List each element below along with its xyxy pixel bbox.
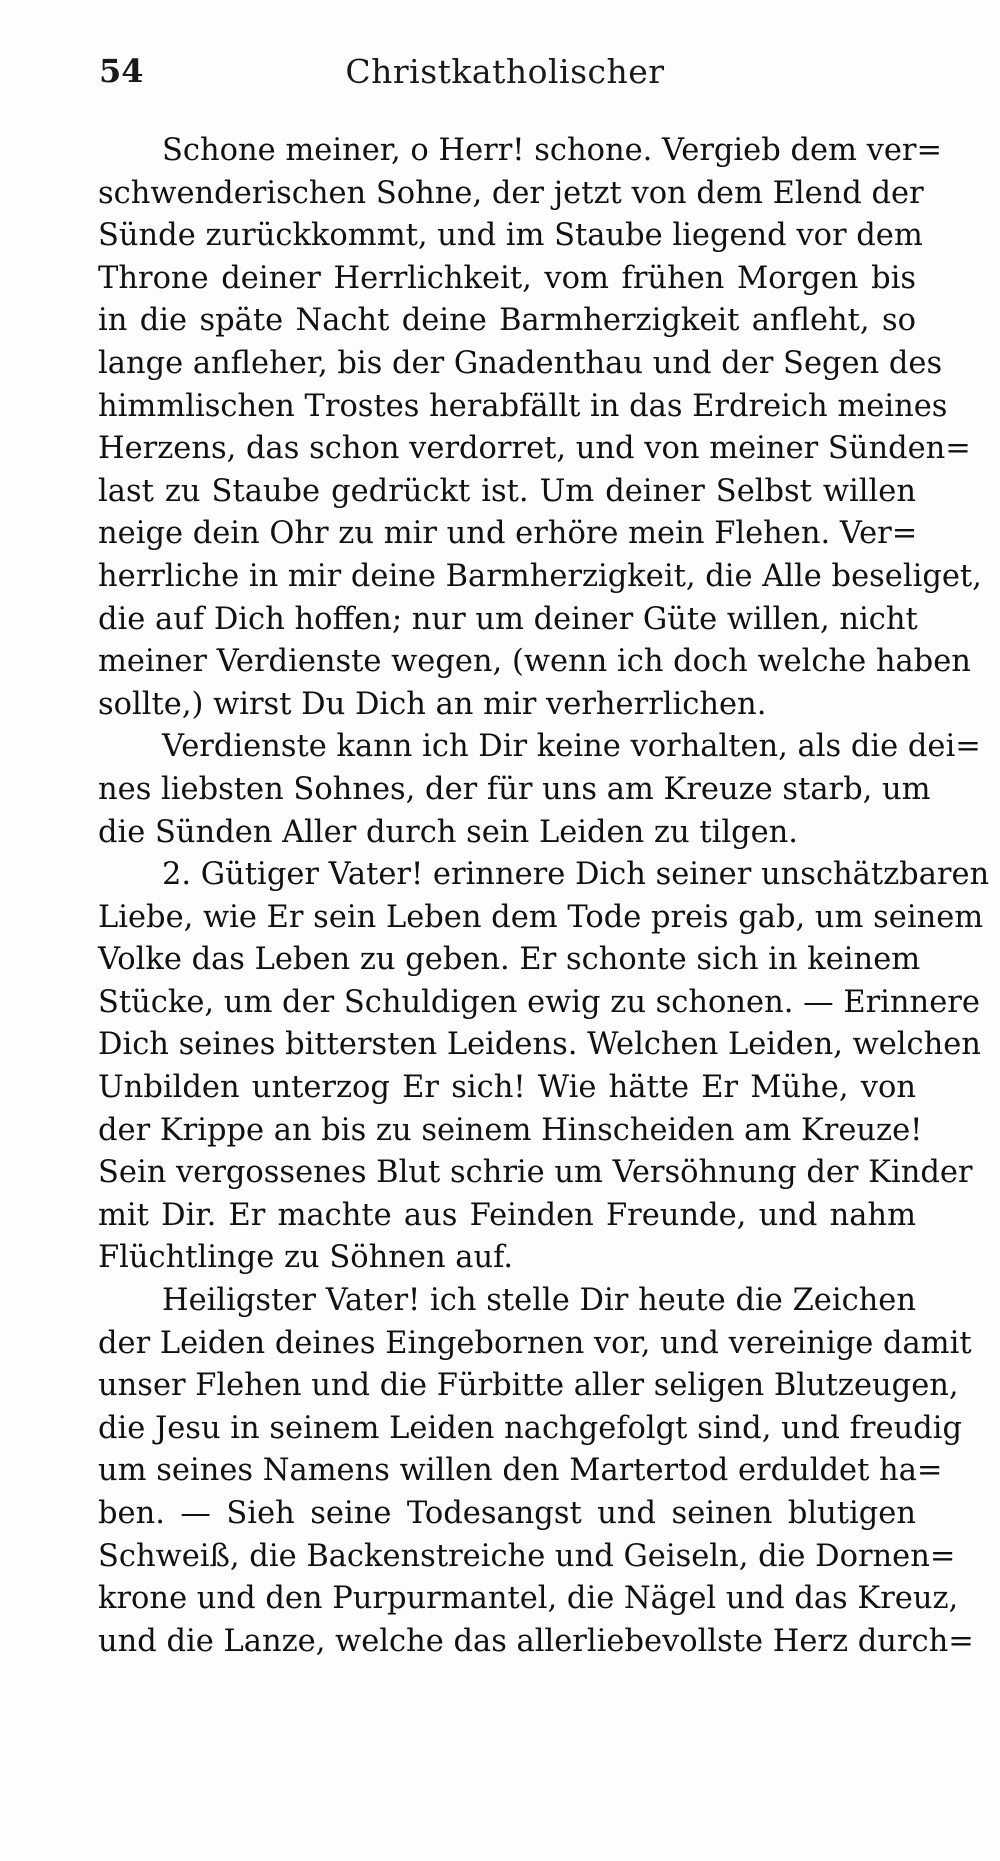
text-line: der Krippe an bis zu seinem Hinscheiden am Kreuze! <box>98 1112 923 1148</box>
text-line: Volke das Leben zu geben. Er schonte sich in keinem <box>98 942 921 978</box>
paragraph <box>98 854 990 1280</box>
text-line: Verdienste kann ich Dir keine vorhalten, als die dei= <box>162 729 981 765</box>
text-line: Unbilden unterzog Er sich! Wie hätte Er Mühe, von <box>98 1070 916 1106</box>
text-line: der Leiden deines Eingebornen vor, und vereinige damit <box>98 1325 972 1361</box>
paragraph <box>98 1280 974 1663</box>
text-line: Stücke, um der Schuldigen ewig zu schonen. — Erinnere <box>98 984 980 1020</box>
text-line: Flüchtlinge zu Söhnen auf. <box>98 1240 514 1276</box>
page-number: 54 <box>99 52 144 90</box>
text-line: die auf Dich hoffen; nur um deiner Güte willen, nicht <box>98 601 918 637</box>
text-line: nes liebsten Sohnes, der für uns am Kreuze starb, um <box>98 771 931 807</box>
text-line: um seines Namens willen den Martertod erduldet ha= <box>98 1453 943 1489</box>
text-line: Sein vergossenes Blut schrie um Versöhnung der Kinder <box>98 1155 973 1191</box>
text-line: ben. — Sieh seine Todesangst und seinen blutigen <box>98 1496 916 1531</box>
text-line: die Sünden Aller durch sein Leiden zu tilgen. <box>98 814 798 850</box>
text-line: Schweiß, die Backenstreiche und Geiseln, die Dornen= <box>98 1538 956 1574</box>
text-line: last zu Staube gedrückt ist. Um deiner Selbst willen <box>98 473 916 509</box>
text-line: Sünde zurückkommt, und im Staube liegend vor dem <box>98 218 923 254</box>
text-line: mit Dir. Er machte aus Feinden Freunde, und nahm <box>98 1197 916 1233</box>
text-line: Herzens, das schon verdorret, und von meiner Sünden= <box>98 431 971 467</box>
text-line: lange anfleher, bis der Gnadenthau und der Segen des <box>98 345 943 381</box>
text-line: krone und den Purpurmantel, die Nägel und das Kreuz, <box>98 1581 959 1617</box>
text-line: Heiligster Vater! ich stelle Dir heute die Zeichen <box>162 1283 916 1319</box>
page-header <box>95 48 915 98</box>
text-line: himmlischen Trostes herabfällt in das Erdreich meines <box>98 388 948 424</box>
text-line: sollte,) wirst Du Dich an mir verherrlichen. <box>98 686 767 722</box>
text-line: herrliche in mir deine Barmherzigkeit, die Alle beseliget, <box>98 558 982 594</box>
paragraph <box>98 130 982 726</box>
text-line: die Jesu in seinem Leiden nachgefolgt sind, und freudig <box>98 1410 962 1446</box>
text-line: Throne deiner Herrlichkeit, vom frühen Morgen bis <box>98 260 916 296</box>
running-title: Christkatholischer <box>345 52 665 91</box>
text-line: Schone meiner, o Herr! schone. Vergieb dem ver= <box>162 133 943 168</box>
text-line: 2. Gütiger Vater! erinnere Dich seiner unschätzbaren <box>162 857 990 893</box>
paragraph <box>98 726 981 854</box>
text-line: unser Flehen und die Fürbitte aller seligen Blutzeugen, <box>98 1368 959 1404</box>
text-line: Dich seines bittersten Leidens. Welchen Leiden, welchen <box>98 1027 981 1063</box>
text-line: Liebe, wie Er sein Leben dem Tode preis gab, um seinem <box>98 899 984 935</box>
text-line: in die späte Nacht deine Barmherzigkeit anfleht, so <box>98 303 916 339</box>
text-line: neige dein Ohr zu mir und erhöre mein Flehen. Ver= <box>98 516 918 552</box>
text-line: schwenderischen Sohne, der jetzt von dem Elend der <box>98 175 924 211</box>
text-line: meiner Verdienste wegen, (wenn ich doch welche haben <box>98 644 971 680</box>
body-text <box>98 130 990 1663</box>
text-line: und die Lanze, welche das allerliebevollste Herz durch= <box>98 1623 974 1659</box>
